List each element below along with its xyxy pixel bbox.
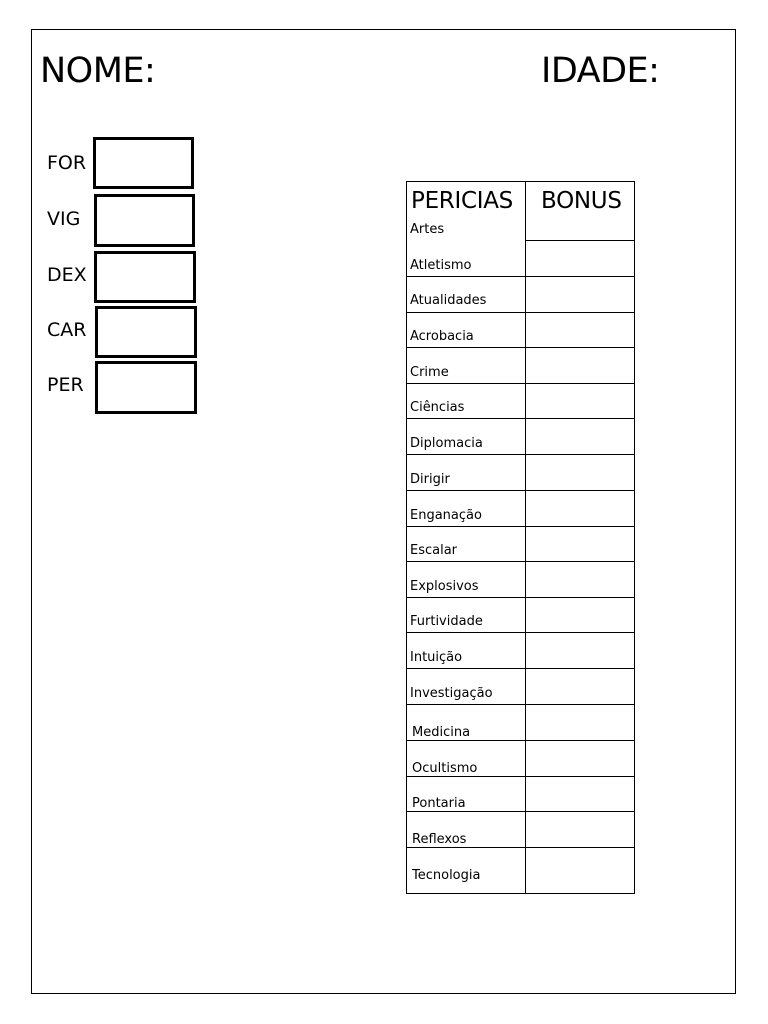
skill-name: Acrobacia [410,329,474,344]
attribute-box-vig[interactable] [94,194,195,247]
bonus-cell-crime[interactable] [526,384,634,418]
bonus-cell-tecnologia[interactable] [526,883,634,892]
skill-name: Furtividade [410,614,483,629]
attribute-label-for: FOR [47,152,87,174]
skill-name: Tecnologia [412,868,481,883]
skill-name: Atualidades [410,293,487,308]
skill-name: Investigação [410,686,493,701]
bonus-cell-furtividade[interactable] [526,633,634,668]
attribute-label-dex: DEX [47,264,87,286]
bonus-cell-atualidades[interactable] [526,313,634,347]
bonus-cell-acrobacia[interactable] [526,348,634,383]
name-label: NOME: [40,51,156,91]
attribute-box-car[interactable] [95,306,197,358]
skill-name: Medicina [412,725,471,740]
attribute-label-car: CAR [47,319,87,341]
bonus-cell-enganacao[interactable] [526,527,634,561]
age-label: IDADE: [541,51,660,91]
skill-name: Enganação [410,508,482,523]
attribute-box-for[interactable] [93,137,194,189]
skill-name: Artes [410,222,445,237]
bonus-cell-atletismo[interactable] [526,277,634,312]
skill-name: Reflexos [412,832,467,847]
skill-name: Escalar [410,543,458,558]
skill-name: Explosivos [410,579,479,594]
skill-name: Ocultismo [412,761,478,776]
bonus-cell-ciencias[interactable] [526,419,634,454]
bonus-cell-artes[interactable] [526,241,634,276]
bonus-column-header: BONUS [541,188,622,214]
skill-name: Intuição [410,650,463,665]
skills-table [406,181,635,894]
bonus-cell-explosivos[interactable] [526,598,634,632]
bonus-cell-dirigir[interactable] [526,491,634,526]
skill-name: Atletismo [410,258,472,273]
bonus-cell-ocultismo[interactable] [526,777,634,811]
bonus-cell-escalar[interactable] [526,562,634,597]
skill-name: Dirigir [410,472,450,487]
skill-name: Diplomacia [410,436,483,451]
skill-name: Ciências [410,400,465,415]
attribute-label-per: PER [47,374,84,396]
skill-name: Pontaria [412,796,466,811]
attribute-label-vig: VIG [47,208,81,230]
attribute-box-dex[interactable] [94,251,196,303]
attribute-box-per[interactable] [95,361,197,414]
bonus-cell-pontaria[interactable] [526,812,634,847]
bonus-cell-reflexos[interactable] [526,848,634,882]
bonus-cell-diplomacia[interactable] [526,455,634,490]
bonus-cell-intuicao[interactable] [526,669,634,704]
bonus-cell-medicina[interactable] [526,741,634,776]
bonus-cell-investigacao[interactable] [526,705,634,740]
skill-name: Crime [410,365,449,380]
skills-column-header: PERICIAS [411,188,513,214]
